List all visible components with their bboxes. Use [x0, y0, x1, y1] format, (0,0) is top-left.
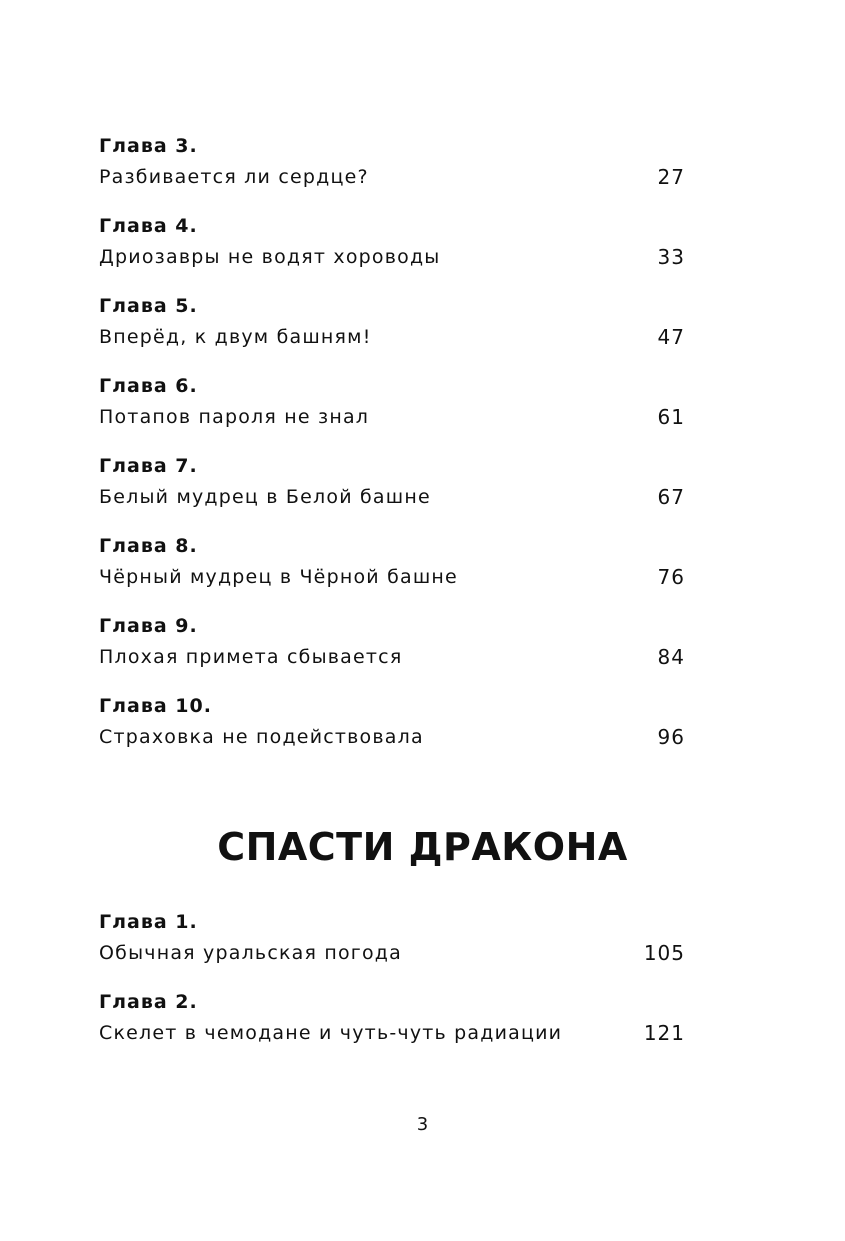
toc-entry	[99, 614, 685, 694]
table-of-contents-part-2	[99, 910, 685, 1070]
toc-row	[99, 484, 685, 510]
chapter-title: Скелет в чемодане и чуть-чуть радиации	[99, 1022, 563, 1044]
chapter-number: Глава 5.	[99, 295, 198, 317]
chapter-page: 96	[657, 725, 685, 749]
chapter-title: Вперёд, к двум башням!	[99, 326, 372, 348]
chapter-page: 105	[643, 941, 685, 965]
chapter-page: 84	[657, 645, 685, 669]
toc-entry	[99, 910, 685, 990]
toc-entry	[99, 694, 685, 774]
chapter-number: Глава 8.	[99, 535, 198, 557]
chapter-title: Плохая примета сбывается	[99, 646, 403, 668]
chapter-title: Белый мудрец в Белой башне	[99, 486, 431, 508]
part-heading: СПАСТИ ДРАКОНА	[217, 825, 628, 869]
chapter-page: 67	[657, 485, 685, 509]
toc-row	[99, 244, 685, 270]
chapter-number: Глава 3.	[99, 135, 198, 157]
chapter-title: Дриозавры не водят хороводы	[99, 246, 441, 268]
toc-entry	[99, 374, 685, 454]
chapter-page: 33	[657, 245, 685, 269]
toc-row	[99, 644, 685, 670]
chapter-number: Глава 9.	[99, 615, 198, 637]
chapter-title: Страховка не подействовала	[99, 726, 424, 748]
chapter-title: Обычная уральская погода	[99, 942, 402, 964]
chapter-number: Глава 6.	[99, 375, 198, 397]
chapter-title: Чёрный мудрец в Чёрной башне	[99, 566, 458, 588]
chapter-page: 27	[657, 165, 685, 189]
chapter-page: 47	[657, 325, 685, 349]
chapter-title: Потапов пароля не знал	[99, 406, 370, 428]
chapter-number: Глава 10.	[99, 695, 212, 717]
chapter-number: Глава 7.	[99, 455, 198, 477]
toc-entry	[99, 534, 685, 614]
chapter-number: Глава 1.	[99, 911, 198, 933]
toc-row	[99, 940, 685, 966]
toc-row	[99, 1020, 685, 1046]
table-of-contents-part-1	[99, 134, 685, 774]
chapter-page: 121	[643, 1021, 685, 1045]
page-number: 3	[416, 1114, 429, 1135]
toc-row	[99, 164, 685, 190]
toc-row	[99, 404, 685, 430]
chapter-title: Разбивается ли сердце?	[99, 166, 369, 188]
chapter-number: Глава 2.	[99, 991, 198, 1013]
chapter-page: 76	[657, 565, 685, 589]
toc-row	[99, 724, 685, 750]
toc-entry	[99, 454, 685, 534]
chapter-number: Глава 4.	[99, 215, 198, 237]
toc-row	[99, 324, 685, 350]
toc-entry	[99, 134, 685, 214]
chapter-page: 61	[657, 405, 685, 429]
toc-entry	[99, 990, 685, 1070]
toc-row	[99, 564, 685, 590]
toc-entry	[99, 294, 685, 374]
toc-entry	[99, 214, 685, 294]
